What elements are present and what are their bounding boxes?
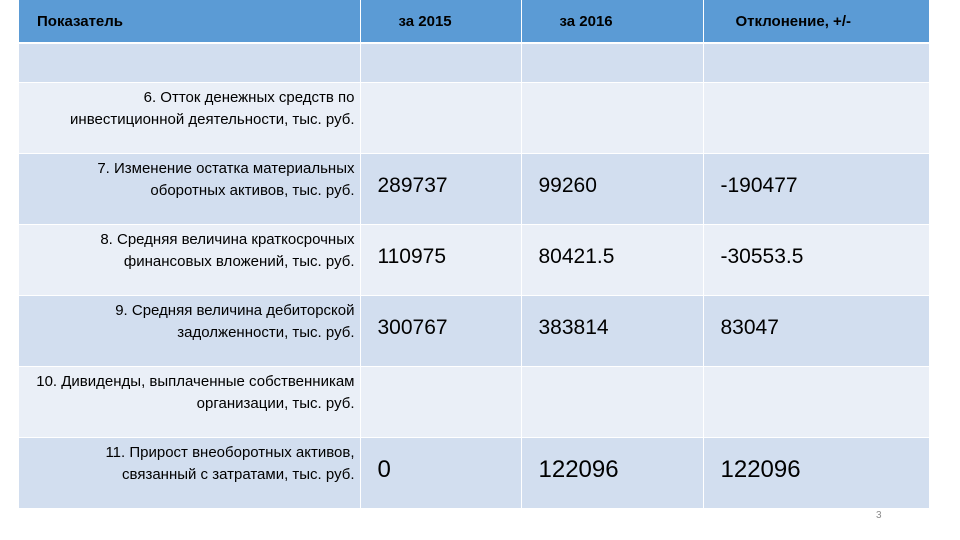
value-deviation (703, 366, 929, 437)
value-2015: 0 (360, 437, 521, 508)
value-2015 (360, 82, 521, 153)
value-deviation: -190477 (703, 153, 929, 224)
header-2015: за 2015 (360, 0, 521, 43)
value-2015: 289737 (360, 153, 521, 224)
empty-cell (521, 43, 703, 82)
value-2015: 110975 (360, 224, 521, 295)
row-label: 7. Изменение остатка материальных оборотных активов, тыс. руб. (19, 153, 360, 224)
value-2015 (360, 366, 521, 437)
table-row (19, 224, 929, 295)
value-2016: 383814 (521, 295, 703, 366)
value-2016: 122096 (521, 437, 703, 508)
empty-cell (19, 43, 360, 82)
value-2016 (521, 82, 703, 153)
empty-cell (703, 43, 929, 82)
table-row (19, 82, 929, 153)
empty-row (19, 43, 929, 82)
row-label: 6. Отток денежных средств по инвестиционной деятельности, тыс. руб. (19, 82, 360, 153)
table-row (19, 366, 929, 437)
row-label: 11. Прирост внеоборотных активов, связанный с затратами, тыс. руб. (19, 437, 360, 508)
row-label: 8. Средняя величина краткосрочных финансовых вложений, тыс. руб. (19, 224, 360, 295)
value-deviation (703, 82, 929, 153)
empty-cell (360, 43, 521, 82)
row-label: 10. Дивиденды, выплаченные собственникам организации, тыс. руб. (19, 366, 360, 437)
header-deviation: Отклонение, +/- (703, 0, 929, 43)
value-deviation: 122096 (703, 437, 929, 508)
table-row (19, 153, 929, 224)
header-2016: за 2016 (521, 0, 703, 43)
header-row (19, 0, 929, 43)
header-indicator: Показатель (19, 0, 360, 43)
row-label: 9. Средняя величина дебиторской задолженности, тыс. руб. (19, 295, 360, 366)
page-number: 3 (876, 510, 882, 521)
value-2016: 80421.5 (521, 224, 703, 295)
value-deviation: -30553.5 (703, 224, 929, 295)
value-2016: 99260 (521, 153, 703, 224)
table-row (19, 295, 929, 366)
table-row (19, 437, 929, 508)
value-2015: 300767 (360, 295, 521, 366)
value-deviation: 83047 (703, 295, 929, 366)
value-2016 (521, 366, 703, 437)
data-table (19, 0, 930, 509)
